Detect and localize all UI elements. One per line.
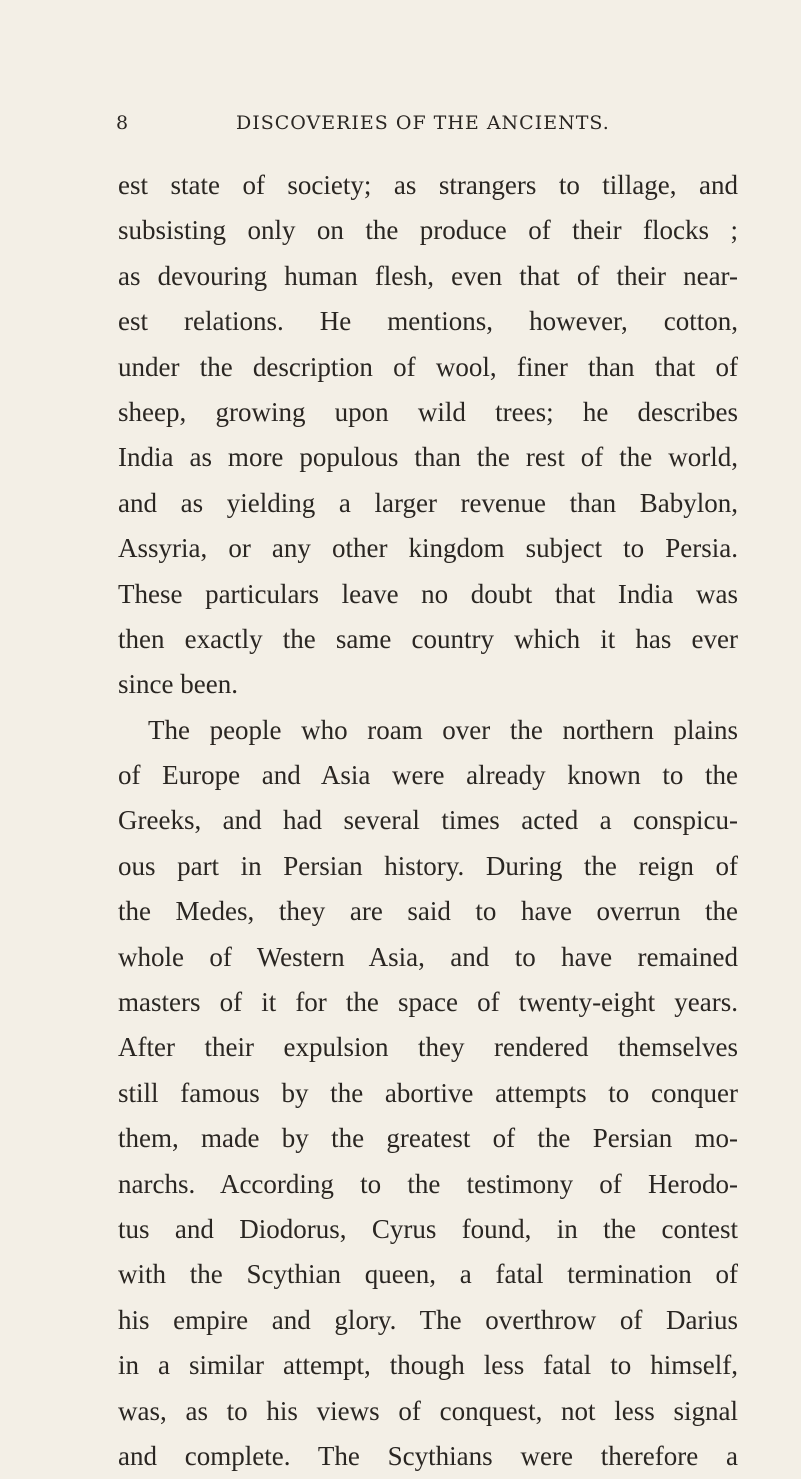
text-line: est relations. He mentions, however, cotton, bbox=[118, 306, 738, 337]
text-line: and as yielding a larger revenue than Babylon, bbox=[118, 487, 738, 518]
text-line: was, as to his views of conquest, not less signal bbox=[118, 1395, 738, 1426]
text-line: of Europe and Asia were already known to the bbox=[118, 760, 738, 791]
text-line: After their expulsion they rendered themselves bbox=[118, 1032, 738, 1063]
text-line: narchs. According to the testimony of Herodo- bbox=[118, 1168, 738, 1199]
text-line: as devouring human flesh, even that of their near- bbox=[118, 260, 738, 291]
text-line: est state of society; as strangers to tillage, and bbox=[118, 170, 738, 200]
body-text bbox=[118, 163, 738, 1479]
paragraph-start-line: The people who roam over the northern plains bbox=[148, 714, 738, 745]
text-line: masters of it for the space of twenty-eight years. bbox=[118, 987, 738, 1018]
text-line: still famous by the abortive attempts to conquer bbox=[118, 1077, 738, 1108]
text-line: ous part in Persian history. During the reign of bbox=[118, 850, 738, 881]
text-line: whole of Western Asia, and to have remained bbox=[118, 941, 738, 972]
text-line: since been. bbox=[118, 669, 238, 700]
text-line: subsisting only on the produce of their flocks ; bbox=[118, 215, 738, 246]
running-head-title: DISCOVERIES OF THE ANCIENTS. bbox=[236, 112, 610, 134]
text-line: his empire and glory. The overthrow of Darius bbox=[118, 1304, 738, 1335]
text-line: in a similar attempt, though less fatal to himself, bbox=[118, 1350, 738, 1381]
text-line: tus and Diodorus, Cyrus found, in the contest bbox=[118, 1213, 738, 1244]
page-number: 8 bbox=[116, 112, 130, 134]
text-line: then exactly the same country which it has ever bbox=[118, 623, 738, 654]
text-line: Assyria, or any other kingdom subject to Persia. bbox=[118, 533, 738, 564]
text-line: with the Scythian queen, a fatal termination of bbox=[118, 1259, 738, 1290]
text-line: and complete. The Scythians were therefore a bbox=[118, 1440, 738, 1471]
text-line: under the description of wool, finer than that of bbox=[118, 351, 738, 382]
running-head bbox=[116, 112, 716, 142]
text-line: them, made by the greatest of the Persian mo- bbox=[118, 1123, 738, 1154]
text-line: India as more populous than the rest of the world, bbox=[118, 442, 738, 473]
text-line: the Medes, they are said to have overrun the bbox=[118, 896, 738, 927]
text-line: sheep, growing upon wild trees; he describes bbox=[118, 396, 738, 427]
text-line: These particulars leave no doubt that India was bbox=[118, 578, 738, 609]
text-line: Greeks, and had several times acted a conspicu- bbox=[118, 805, 738, 836]
